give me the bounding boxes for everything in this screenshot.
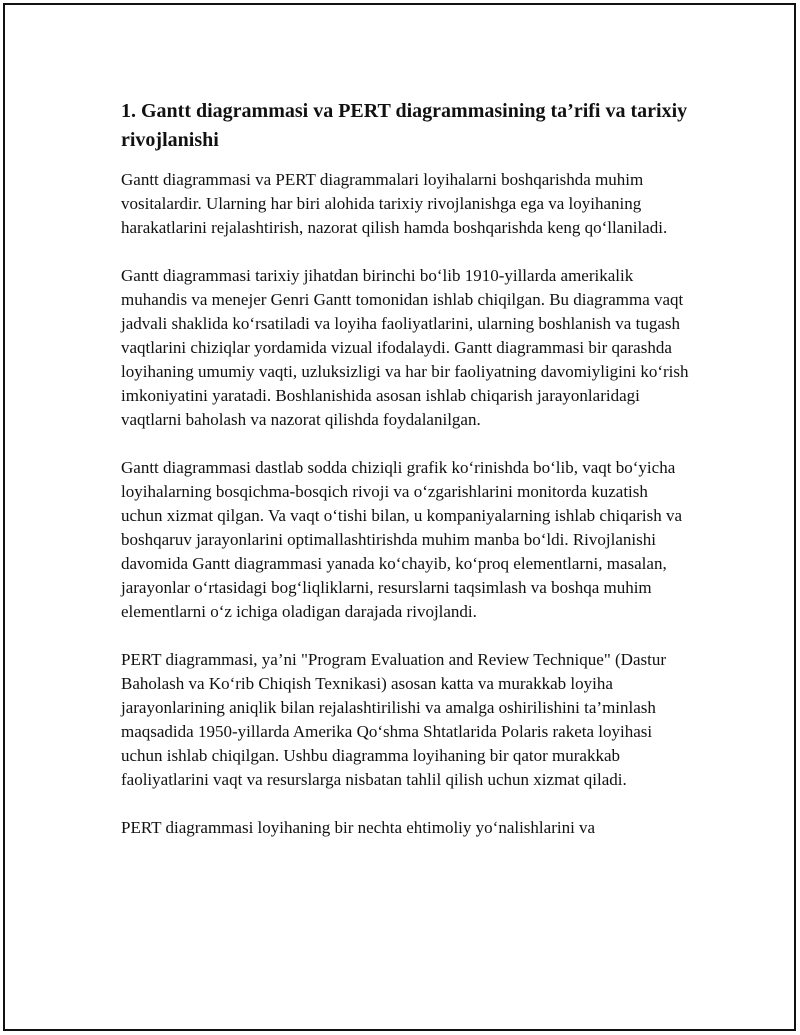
page-frame	[3, 3, 796, 1031]
document-body	[121, 97, 693, 864]
paragraph-pert-continued: PERT diagrammasi loyihaning bir nechta ehtimoliy yo‘nalishlarini va	[121, 818, 596, 837]
paragraph-intro: Gantt diagrammasi va PERT diagrammalari loyihalarni boshqarishda muhim vositalardir. Ularning har biri alohida tarixiy rivojlanishga ega va loyihaning harakatlarini rejalashtirish, nazorat qilish hamda boshqarishda keng qo‘llaniladi.	[121, 170, 668, 237]
paragraph-gantt-history: Gantt diagrammasi tarixiy jihatdan birinchi bo‘lib 1910-yillarda amerikalik muhandis va menejer Genri Gantt tomonidan ishlab chiqilgan. Bu diagramma vaqt jadvali shaklida ko‘rsatiladi va loyiha faoliyatlarini, ularning boshlanish va tugash vaqtlarini chiziqlar yordamida vizual ifodalaydi. Gantt diagrammasi bir qarashda loyihaning umumiy vaqti, uzluksizligi va har bir faoliyatning davomiyligini ko‘rish imkoniyatini yaratadi. Boshlanishida asosan ishlab chiqarish jarayonlaridagi vaqtlarni baholash va nazorat qilishda foydalanilgan.	[121, 266, 689, 429]
section-heading: 1. Gantt diagrammasi va PERT diagrammasining ta’rifi va tarixiy rivojlanishi	[121, 100, 688, 151]
paragraph-pert-definition: PERT diagrammasi, ya’ni "Program Evaluation and Review Technique" (Dastur Baholash va Ko‘rib Chiqish Texnikasi) asosan katta va murakkab loyiha jarayonlarining aniqlik bilan rejalashtirilishi va amalga oshirilishini ta’minlash maqsadida 1950-yillarda Amerika Qo‘shma Shtatlarida Polaris raketa loyihasi uchun ishlab chiqilgan. Ushbu diagramma loyihaning bir qator murakkab faoliyatlarini vaqt va resurslarga nisbatan tahlil qilish uchun xizmat qiladi.	[121, 650, 666, 789]
paragraph-gantt-evolution: Gantt diagrammasi dastlab sodda chiziqli grafik ko‘rinishda bo‘lib, vaqt bo‘yicha loyihalarning bosqichma-bosqich rivoji va o‘zgarishlarini monitorda kuzatish uchun xizmat qilgan. Va vaqt o‘tishi bilan, u kompaniyalarning ishlab chiqarish va boshqaruv jarayonlarini optimallashtirishda muhim manba bo‘ldi. Rivojlanishi davomida Gantt diagrammasi yanada ko‘chayib, ko‘proq elementlarni, masalan, jarayonlar o‘rtasidagi bog‘liqliklarni, resurslarni taqsimlash va boshqa muhim elementlarni o‘z ichiga oladigan darajada rivojlandi.	[121, 458, 683, 621]
